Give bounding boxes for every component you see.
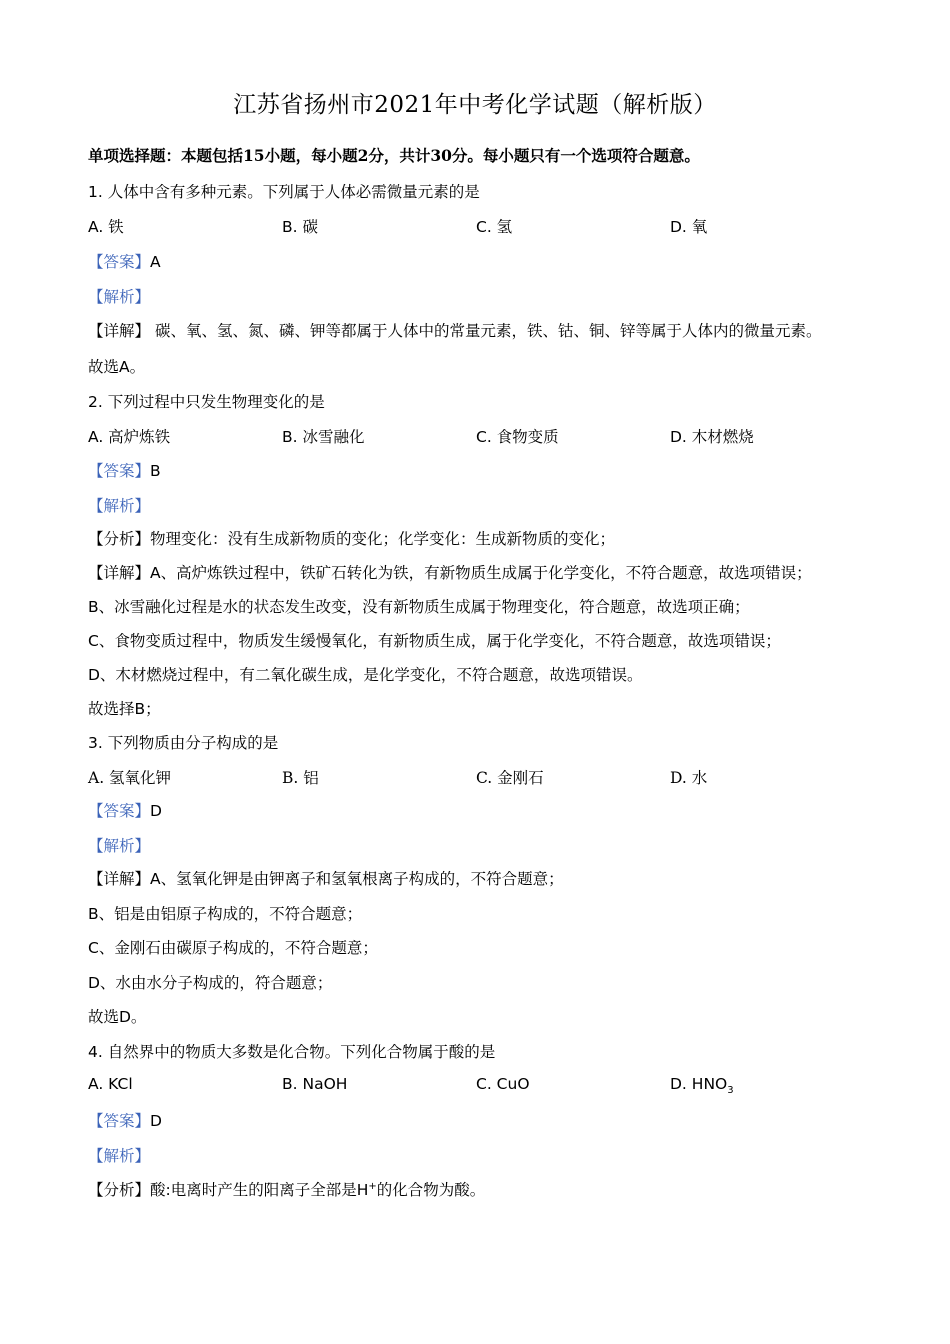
- section-header: 单项选择题：本题包括15小题，每小题2分，共计30分。每小题只有一个选项符合题意。: [88, 146, 700, 165]
- q2-line-b: B、冰雪融化过程是水的状态发生改变，没有新物质生成属于物理变化，符合题意，故选项正确；: [88, 598, 750, 616]
- detail-label: 【详解】: [88, 564, 151, 582]
- q3-detail: [88, 867, 564, 889]
- q2-conclusion: 故选择B；: [88, 700, 161, 718]
- q2-fenxi-text: 物理变化：没有生成新物质的变化；化学变化：生成新物质的变化；: [150, 530, 616, 548]
- q1-option-a: A. 铁: [88, 218, 124, 236]
- q1-conclusion: 故选A。: [88, 358, 146, 376]
- q2-option-d: D. 木材燃烧: [670, 428, 754, 446]
- q1-option-d: D. 氧: [670, 218, 708, 236]
- q1-answer-value: A: [150, 253, 161, 271]
- q4-option-d-text: D. HNO: [670, 1075, 728, 1093]
- q1-detail: [88, 319, 821, 341]
- q4-option-c: C. CuO: [476, 1075, 530, 1093]
- q4-fenxi-pre: 酸:电离时产生的阳离子全部是H: [150, 1181, 369, 1199]
- answer-label: 【答案】: [88, 1112, 151, 1130]
- q3-answer-value: D: [150, 802, 162, 820]
- q2-answer: [88, 459, 161, 481]
- q3-option-b: B. 铝: [282, 769, 319, 787]
- q2-option-b: B. 冰雪融化: [282, 428, 365, 446]
- q1-detail-text: 碳、氧、氢、氮、磷、钾等都属于人体中的常量元素，铁、钴、铜、锌等属于人体内的微量元素。: [150, 322, 822, 340]
- answer-label: 【答案】: [88, 253, 151, 271]
- q3-option-d: D. 水: [670, 769, 708, 787]
- q2-line-c: C、食物变质过程中，物质发生缓慢氧化，有新物质生成，属于化学变化，不符合题意，故选项错误；: [88, 632, 781, 650]
- q3-answer: [88, 799, 162, 821]
- q4-fenxi-post: 的化合物为酸。: [376, 1181, 486, 1199]
- question-3-stem: 3. 下列物质由分子构成的是: [88, 734, 279, 752]
- q1-option-b: B. 碳: [282, 218, 318, 236]
- q4-option-d-subscript: 3: [727, 1085, 734, 1097]
- question-2-stem: 2. 下列过程中只发生物理变化的是: [88, 393, 325, 411]
- answer-label: 【答案】: [88, 462, 151, 480]
- q4-option-b: B. NaOH: [282, 1075, 348, 1093]
- fenxi-label: 【分析】: [88, 1181, 151, 1199]
- q2-option-a: A. 高炉炼铁: [88, 428, 171, 446]
- q3-option-a: A. 氢氧化钾: [88, 769, 172, 787]
- q2-answer-value: B: [150, 462, 161, 480]
- q4-analysis-label: 【解析】: [88, 1147, 151, 1165]
- q2-line-d: D、木材燃烧过程中，有二氧化碳生成，是化学变化，不符合题意，故选项错误。: [88, 666, 643, 684]
- q1-option-c: C. 氢: [476, 218, 513, 236]
- q1-analysis-label: 【解析】: [88, 288, 151, 306]
- q3-detail-text: A、氢氧化钾是由钾离子和氢氧根离子构成的，不符合题意；: [150, 870, 564, 888]
- q3-conclusion: 故选D。: [88, 1008, 147, 1026]
- q2-detail-text: A、高炉炼铁过程中，铁矿石转化为铁，有新物质生成属于化学变化，不符合题意，故选项错误；: [150, 564, 812, 582]
- q4-option-a: A. KCl: [88, 1075, 133, 1093]
- q3-line-b: B、铝是由铝原子构成的，不符合题意；: [88, 905, 363, 923]
- detail-label: 【详解】: [88, 322, 151, 340]
- q2-fenxi: [88, 527, 615, 549]
- question-1-stem: 1. 人体中含有多种元素。下列属于人体必需微量元素的是: [88, 183, 480, 201]
- q2-detail: [88, 561, 812, 583]
- q3-option-c: C. 金刚石: [476, 769, 544, 787]
- answer-label: 【答案】: [88, 802, 151, 820]
- q4-fenxi: [88, 1178, 485, 1200]
- q4-fenxi-sup: +: [368, 1180, 377, 1192]
- q4-option-d: [670, 1075, 734, 1096]
- detail-label: 【详解】: [88, 870, 151, 888]
- q2-option-c: C. 食物变质: [476, 428, 559, 446]
- q3-analysis-label: 【解析】: [88, 837, 151, 855]
- q3-line-d: D、水由水分子构成的，符合题意；: [88, 974, 333, 992]
- q1-answer: [88, 250, 161, 272]
- document-title: 江苏省扬州市2021年中考化学试题（解析版）: [233, 92, 717, 118]
- q4-answer-value: D: [150, 1112, 162, 1130]
- fenxi-label: 【分析】: [88, 530, 151, 548]
- q4-answer: [88, 1109, 162, 1131]
- question-4-stem: 4. 自然界中的物质大多数是化合物。下列化合物属于酸的是: [88, 1043, 496, 1061]
- q3-line-c: C、金刚石由碳原子构成的，不符合题意；: [88, 939, 378, 957]
- q2-analysis-label: 【解析】: [88, 497, 151, 515]
